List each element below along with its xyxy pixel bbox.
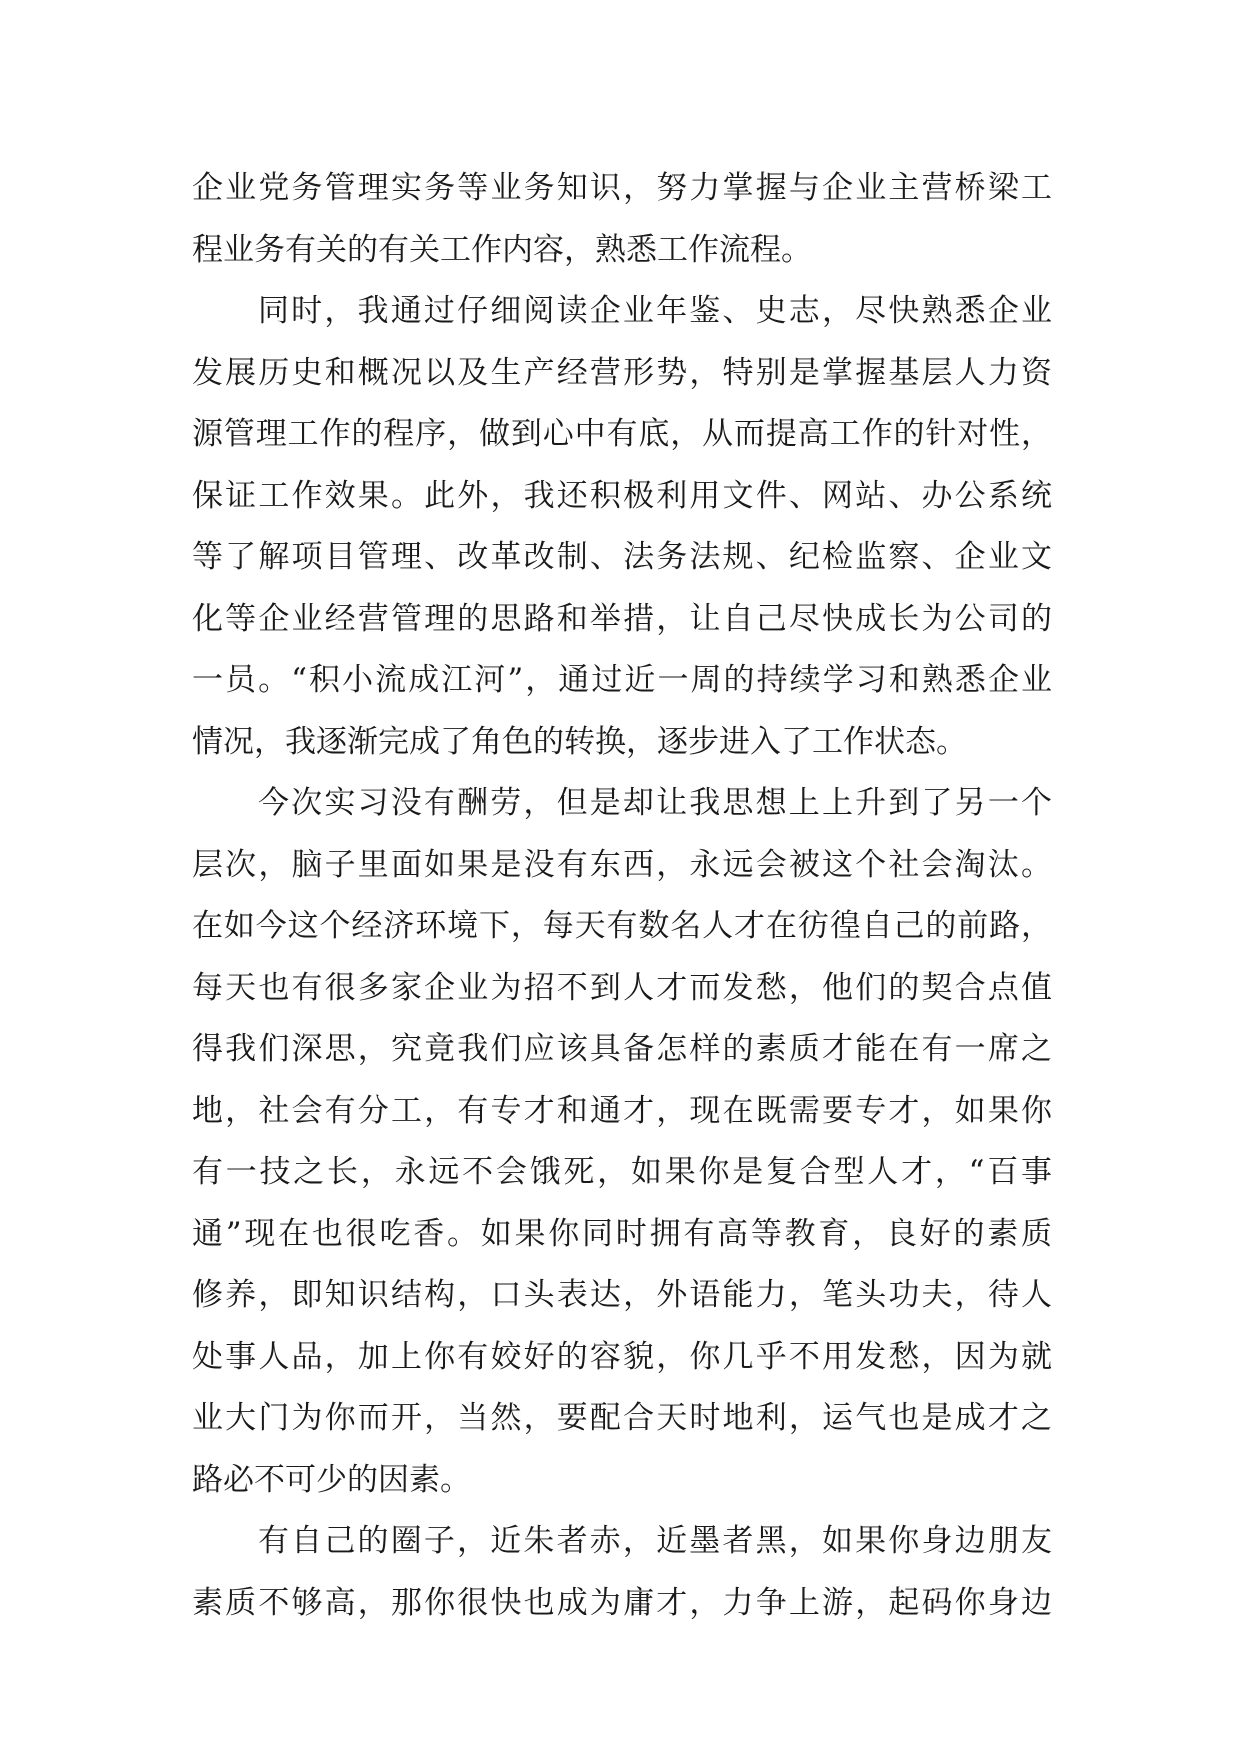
text-line: 每天也有很多家企业为招不到人才而发愁，他们的契合点值: [192, 969, 1052, 1006]
text-line: 处事人品，加上你有姣好的容貌，你几乎不用发愁，因为就: [192, 1338, 1052, 1375]
paragraph-1: [192, 158, 1052, 281]
body-text: [192, 158, 1052, 1634]
text-line: 源管理工作的程序，做到心中有底，从而提高工作的针对性，: [192, 416, 1052, 452]
text-line: 一员。“积小流成江河”，通过近一周的持续学习和熟悉企业: [192, 662, 1052, 698]
text-line: 程业务有关的有关工作内容，熟悉工作流程。: [192, 231, 812, 268]
text-line: 通”现在也很吃香。如果你同时拥有高等教育，良好的素质: [192, 1215, 1052, 1252]
text-line: 同时，我通过仔细阅读企业年鉴、史志，尽快熟悉企业: [258, 293, 1052, 329]
text-line: 化等企业经营管理的思路和举措，让自己尽快成长为公司的: [192, 600, 1052, 637]
text-line: 路必不可少的因素。: [192, 1461, 471, 1498]
text-line: 保证工作效果。此外，我还积极利用文件、网站、办公系统: [192, 477, 1052, 514]
paragraph-3: [192, 773, 1052, 1511]
text-line: 企业党务管理实务等业务知识，努力掌握与企业主营桥梁工: [192, 170, 1052, 206]
text-line: 发展历史和概况以及生产经营形势，特别是掌握基层人力资: [192, 354, 1052, 391]
text-line: 业大门为你而开，当然，要配合天时地利，运气也是成才之: [192, 1400, 1052, 1436]
text-line: 得我们深思，究竟我们应该具备怎样的素质才能在有一席之: [192, 1031, 1052, 1067]
paragraph-4: [192, 1511, 1052, 1634]
text-line: 有自己的圈子，近朱者赤，近墨者黑，如果你身边朋友: [258, 1523, 1052, 1559]
text-line: 在如今这个经济环境下，每天有数名人才在彷徨自己的前路，: [192, 908, 1052, 944]
text-line: 层次，脑子里面如果是没有东西，永远会被这个社会淘汰。: [192, 846, 1052, 883]
text-line: 情况，我逐渐完成了角色的转换，逐步进入了工作状态。: [192, 723, 967, 760]
paragraph-2: [192, 281, 1052, 773]
text-line: 有一技之长，永远不会饿死，如果你是复合型人才，“百事: [192, 1154, 1052, 1190]
text-line: 今次实习没有酬劳，但是却让我思想上上升到了另一个: [258, 785, 1052, 821]
text-line: 素质不够高，那你很快也成为庸才，力争上游，起码你身边: [192, 1584, 1052, 1621]
text-line: 修养，即知识结构，口头表达，外语能力，笔头功夫，待人: [192, 1277, 1052, 1313]
text-line: 等了解项目管理、改革改制、法务法规、纪检监察、企业文: [192, 539, 1052, 575]
text-line: 地，社会有分工，有专才和通才，现在既需要专才，如果你: [192, 1092, 1052, 1129]
